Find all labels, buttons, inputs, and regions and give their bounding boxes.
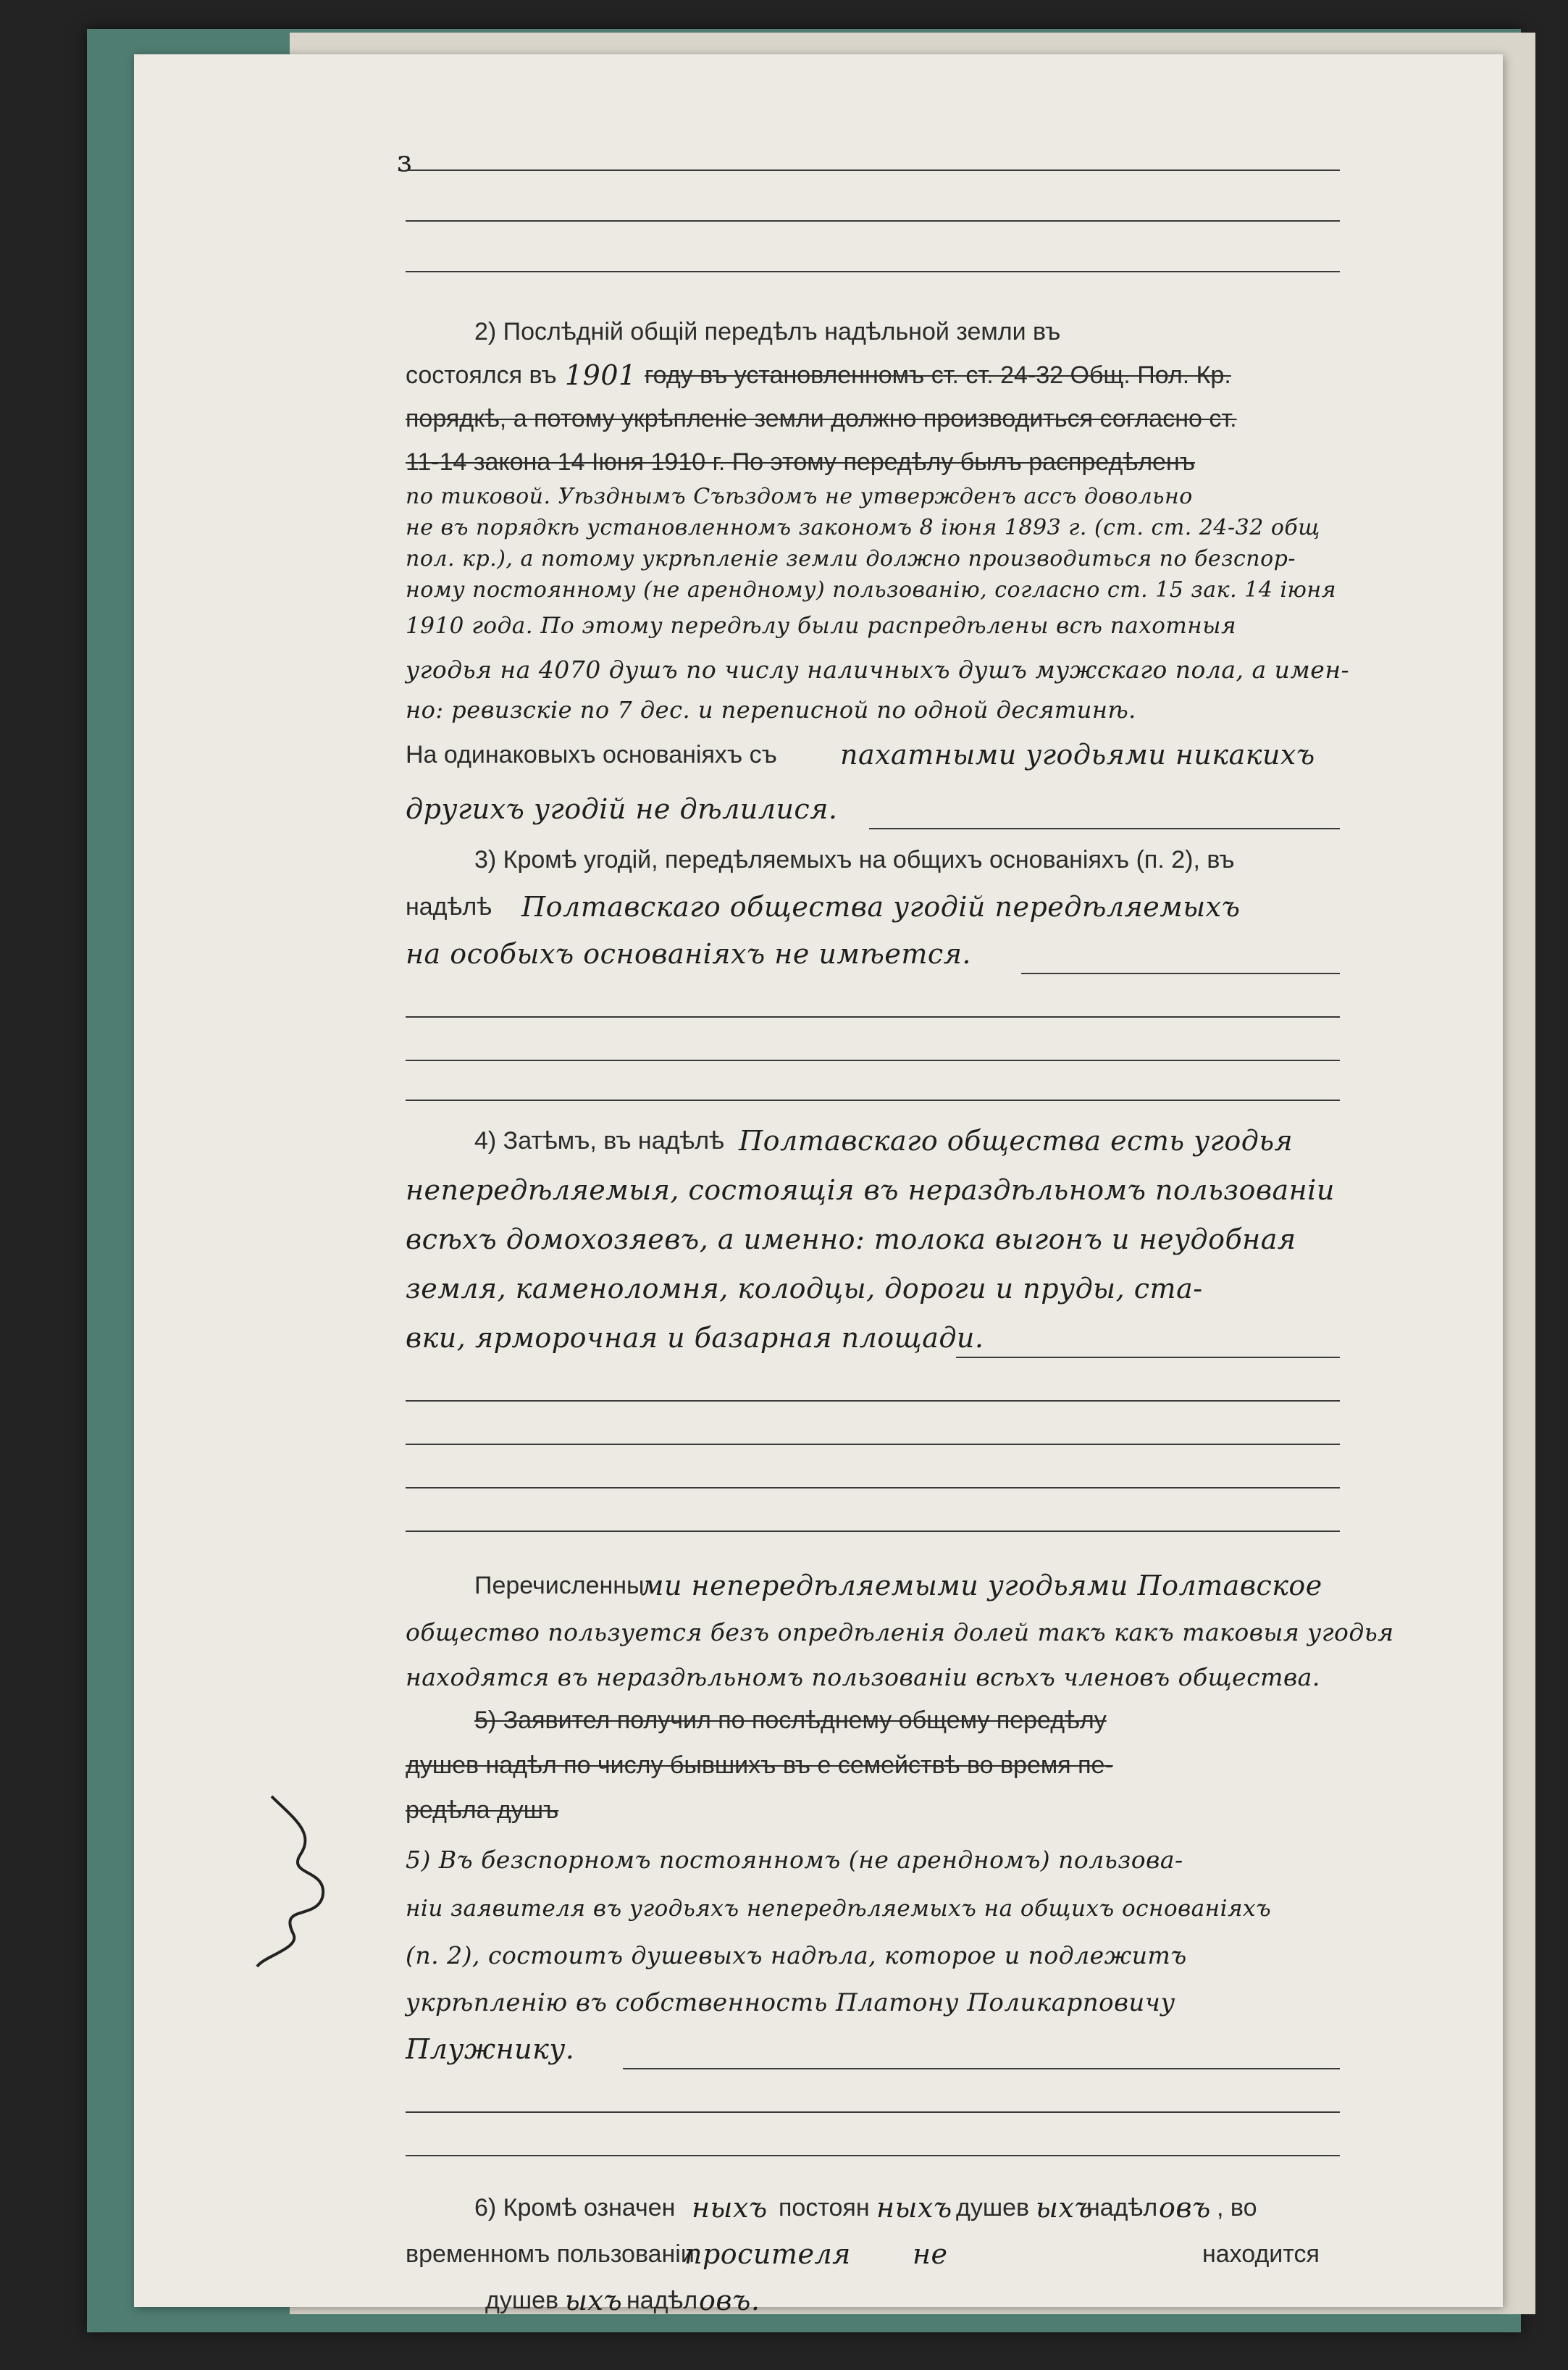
printed-text: надѣлѣ [406,893,492,921]
printed-text: На одинаковыхъ основаніяхъ съ [406,741,777,769]
handwritten-text: другихъ угодій не дѣлилися. [406,793,838,825]
handwritten-text: находятся въ нераздѣльномъ пользованіи всѣхъ членовъ общества. [406,1663,1320,1691]
section-3-line [406,930,1340,977]
handwritten-text: просителя [684,2238,851,2270]
printed-text: Перечисленны [474,1572,645,1599]
section-5-struck-line [406,1788,1340,1833]
handwritten-text: овъ. [699,2285,760,2316]
struck-text: душев надѣл по числу бывшихъ въ е семействѣ во время пе- [406,1751,1113,1779]
section-3-line [406,883,1340,930]
handwritten-text: ныхъ [876,2192,952,2224]
page-mark: ɜ [397,145,412,178]
section-2-line [406,355,1340,398]
enumerated-heading [406,1564,1340,1609]
handwritten-text: овъ [1159,2192,1211,2224]
section-5-struck-line [406,1699,1340,1743]
handwritten-line [406,610,1340,646]
handwritten-line [406,1213,1340,1263]
handwritten-text: но: ревизскіе по 7 дес. и переписной по одной десятинѣ. [406,696,1136,724]
handwritten-text: 5) Въ безспорномъ постоянномъ (не арендномъ) пользова- [406,1846,1183,1874]
blank-line [406,2072,1340,2116]
handwritten-text: пол. кр.), а потому укрѣпленіе земли должно производиться по безспор- [406,546,1296,571]
section-3-heading [406,832,1340,883]
blank-line [406,1404,1340,1448]
handwritten-line [406,1881,1340,1929]
handwritten-line [406,1929,1340,1977]
handwritten-text: ыхъ [1036,2192,1094,2224]
handwritten-text: земля, каменоломня, колодцы, дороги и пруды, ста- [406,1273,1203,1305]
handwritten-line [406,1263,1340,1312]
printed-text: постоян [779,2194,870,2222]
struck-text: порядкѣ, а потому укрѣпленіе земли должно производиться согласно ст. [406,405,1237,432]
handwritten-text: общество пользуется безъ опредѣленія долей такъ какъ таковыя угодья [406,1618,1394,1646]
handwritten-line [406,1312,1340,1361]
printed-text: 6) Кромѣ означен [474,2194,676,2222]
printed-text: 4) Затѣмъ, въ надѣлѣ [474,1127,724,1155]
section-2-line [406,778,1340,832]
handwritten-text: 1910 года. По этому передѣлу были распредѣлены всѣ пахотныя [406,613,1236,639]
printed-text: душев [485,2287,559,2314]
section-6-line [406,2277,1340,2324]
printed-text: , во [1217,2194,1257,2222]
printed-text: временномъ пользованіи [406,2240,695,2268]
handwritten-line [406,579,1340,610]
handwritten-line [406,485,1340,516]
handwritten-text: ніи заявителя въ угодьяхъ непередѣляемыхъ на общихъ основаніяхъ [406,1896,1272,1922]
document-content [406,134,1394,2324]
handwritten-year: 1901 [565,359,637,391]
struck-text: 11-14 закона 14 Іюня 1910 г. По этому передѣлу былъ распредѣленъ [406,448,1195,476]
section-2-struck-line [406,398,1340,442]
printed-text: году въ установленномъ ст. ст. 24-32 Общ. Пол. Кр. [645,361,1231,389]
printed-text: надѣл [626,2287,698,2314]
struck-text: редѣла душъ [406,1796,559,1824]
section-2-heading [406,311,1340,355]
handwritten-line [406,1609,1394,1654]
section-2-line [406,731,1340,778]
handwritten-text: не въ порядкѣ установленномъ закономъ 8 іюня 1893 г. (ст. ст. 24-32 общ [406,515,1320,540]
section-4-heading [406,1115,1340,1164]
printed-text: находится [1202,2240,1320,2268]
handwritten-text: укрѣпленію въ собственность Платону Поликарповичу [406,1988,1175,2017]
handwritten-text: ныхъ [692,2192,768,2224]
handwritten-text: Полтавскаго общества есть угодья [739,1125,1294,1157]
handwritten-line [406,646,1350,691]
handwritten-text: всѣхъ домохозяевъ, а именно: толока выгонъ и неудобная [406,1223,1296,1255]
section-5-struck-line [406,1743,1340,1788]
blank-line [406,1021,1340,1064]
blank-line [406,2116,1340,2159]
margin-scribble-mark [250,1789,380,1970]
blank-line [406,1064,1340,1104]
handwritten-text: вки, ярморочная и базарная площади. [406,1322,984,1354]
handwritten-text: Плужнику. [406,2033,575,2065]
blank-line [406,225,1340,275]
handwritten-line [406,1977,1340,2024]
blank-line [406,1361,1340,1404]
handwritten-text: Полтавскаго общества угодій передѣляемыхъ [521,891,1241,923]
handwritten-text: по тиковой. Уѣзднымъ Съѣздомъ не утвержденъ ассъ довольно [406,484,1193,509]
blank-line [406,134,1340,174]
section-2-struck-line [406,442,1340,485]
handwritten-line [406,1164,1340,1213]
handwritten-text: пахатными угодьями никакихъ [840,739,1315,771]
handwritten-line [406,1833,1340,1881]
handwritten-text: угодья на 4070 душъ по числу наличныхъ душъ мужскаго пола, а имен- [406,656,1350,684]
handwritten-text: (п. 2), состоитъ душевыхъ надѣла, которое и подлежитъ [406,1941,1187,1969]
printed-text: состоялся въ [406,361,557,389]
handwritten-text: ми непередѣляемыми угодьями Полтавское [641,1570,1322,1601]
handwritten-text: на особыхъ основаніяхъ не имѣется. [406,938,971,970]
printed-text: 2) Послѣдній общій передѣлъ надѣльной земли въ [474,318,1061,346]
handwritten-text: непередѣляемыя, состоящія въ нераздѣльномъ пользованіи [406,1174,1335,1206]
handwritten-text: ыхъ [565,2285,623,2316]
handwritten-line [406,516,1340,548]
blank-line [406,1491,1340,1535]
printed-text: 3) Кромѣ угодій, передѣляемыхъ на общихъ основаніяхъ (п. 2), въ [474,846,1235,874]
blank-line [406,977,1340,1021]
blank-line [406,174,1340,225]
printed-text: надѣл [1086,2194,1158,2222]
section-6-line [406,2231,1340,2277]
handwritten-line [406,691,1340,731]
handwritten-line [406,548,1340,579]
handwritten-text: не [913,2238,948,2270]
blank-line [406,1448,1340,1491]
handwritten-line [406,1654,1340,1699]
struck-text: 5) Заявител получил по послѣднему общему передѣлу [474,1707,1107,1734]
handwritten-line [406,2024,1340,2072]
section-6-heading [406,2185,1340,2231]
handwritten-text: ному постоянному (не арендному) пользованію, согласно ст. 15 зак. 14 іюня [406,577,1337,603]
printed-text: душев [956,2194,1030,2222]
